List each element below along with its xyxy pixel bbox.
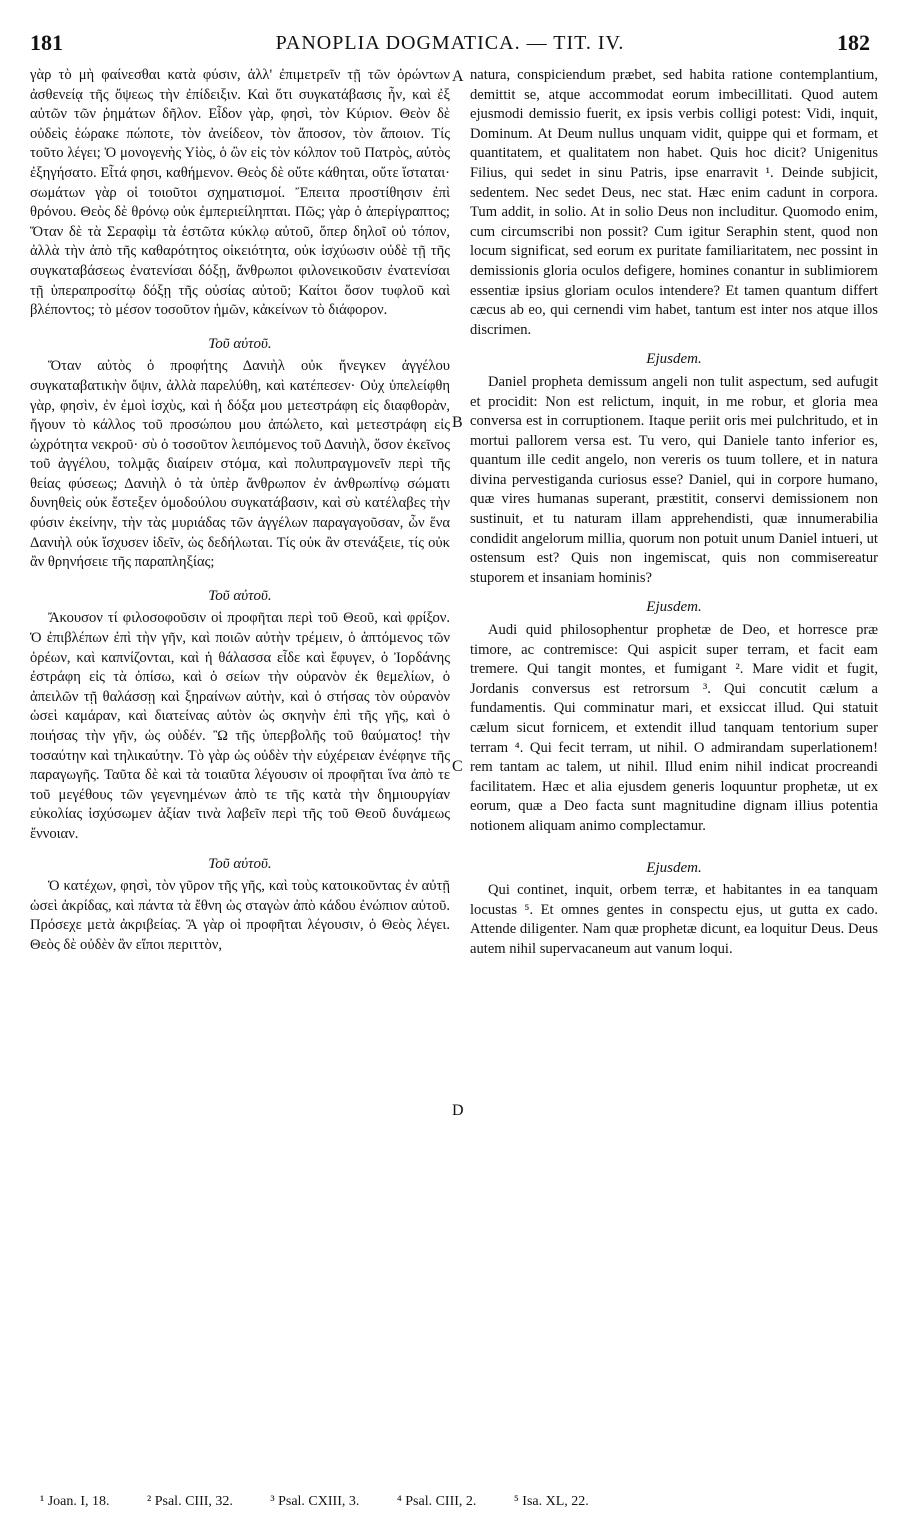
footnote-1: ¹ Joan. I, 18. (40, 1494, 110, 1509)
running-title: PANOPLIA DOGMATICA. — TIT. IV. (275, 32, 625, 54)
greek-section-text: Ἄκουσον τί φιλοσοφοῦσιν οἱ προφῆται περὶ τοῦ Θεοῦ, καὶ φρίξον. Ὁ ἐπιβλέπων ἐπὶ τὴν γῆν, καὶ ποιῶν αὐτὴν τρέμειν, ὁ ἁπτόμενος τῶν ὀρέων, καὶ καπνίζονται, καὶ ἡ θάλασσα εἶδε καὶ ἔφυγεν, ὁ Ἰορδάνης ἐστράφη εἰς τὰ ὀπίσω, καὶ ὁ σείων τὴν οὐρανὸν ἐκ θεμελίων, ὁ ἀπειλῶν τῇ θαλάσσῃ καὶ ξηραίνων αὐτὴν, καὶ ὁ στήσας τὸν οὐρανὸν ὡσεὶ καμάραν, καὶ διατείνας αὐτὸν ὡς σκηνὴν ἐπὶ τῆς γῆς, καὶ ὁ ποιήσας τὴν γῆν, ὡς οὐδέν. Ὢ τῆς ὑπερβολῆς τοῦ θαύματος! τὴν τοσαύτην καὶ τηλικαύτην. Τὸ γὰρ ὡς οὐδὲν τὴν εὐχέρειαν ἐνέφηνε τῆς παραγωγῆς. Ταῦτα δὲ καὶ τὰ τοιαῦτα λέγουσιν οἱ προφῆται ἵνα ἀπὸ τε τοῦ μεγέθους τῶν γεγενημένων ἀπὸ τε τῆς κατὰ τὴν δημιουργίαν εὐκολίας ἰσχύσωμεν ἀξίαν τινὰ λαβεῖν περὶ τῆς τοῦ Θεοῦ δυνάμεως ἔννοιαν. (30, 610, 450, 842)
latin-section-3 (470, 859, 878, 960)
latin-section-text: Audi quid philosophentur prophetæ de Deo, et horresce præ timore, ac contremisce: Qui aspicit super terram, et facit eam tremere. Qui tangit montes, et fumigant ². Mare vidit et fugit, Jordanis conversus est retrorsum ³. Qui concutit cælum a fundamentis. Qui comminatur mari, et exsiccat illud. Qui statuit cælum sicut fornicem, et extendit illud tanquam tentorium super terram ⁴. Qui fecit terram, ut nihil. O admirandam superlationem! rem tantam ac talem, ut nihil. Illud enim nihil indicat procreandi facilitatem. Hæc et alia ejusdem generis loquuntur prophetæ, ut ex eorum, quæ a Deo facta sunt magnitudine dignam illius potentia notionem aliquam animo complectamur. (470, 622, 878, 834)
footnote-5: ⁵ Isa. XL, 22. (513, 1494, 589, 1509)
margin-letter-a: A (452, 68, 464, 85)
greek-section-3 (30, 855, 450, 956)
footnote-4: ⁴ Psal. CIII, 2. (396, 1494, 477, 1509)
greek-section-heading: Τοῦ αὐτοῦ. (208, 587, 272, 604)
latin-section-1 (470, 350, 878, 588)
greek-section-text: Ὁ κατέχων, φησὶ, τὸν γῦρον τῆς γῆς, καὶ τοὺς κατοικοῦντας ἐν αὐτῇ ὡσεὶ ἀκρίδας, καὶ πάντα τὰ ἔθνη ὡς σταγὼν ἀπὸ κάδου ἐνώπιον αὐτοῦ. Πρόσεχε μετὰ ἀκριβείας. Ἃ γὰρ οἱ προφῆται λέγουσιν, ὁ Θεὸς λέγει. Θεὸς δὲ οὐδὲν ἂν εἴποι περιττὸν, (30, 878, 450, 953)
margin-letter-b: B (452, 414, 463, 431)
latin-section-heading: Ejusdem. (646, 351, 702, 368)
greek-column (30, 66, 450, 956)
greek-intro-paragraph: γὰρ τὸ μὴ φαίνεσθαι κατὰ φύσιν, ἀλλ' ἐπιμετρεῖν τῇ τῶν ὁρώντων ἀσθενείᾳ τῆς ὄψεως τὴν ἐπίδειξιν. Καὶ ὅτι συγκατάβασις ἦν, καὶ ἐξ αὐτῶν τῶν ῥημάτων δῆλον. Εἶδον γὰρ, φησὶ, τὸν Κύριον. Θεὸν δὲ οὐδεὶς ἑώρακε πώποτε, τὸν ἀνείδεον, τὸν ἄποσον, τὸν ἄποιον. Τίς τοῦτο λέγει; Ὁ μονογενὴς Υἱὸς, ὁ ὢν εἰς τὸν κόλπον τοῦ Πατρὸς, αὐτὸς ἐξηγήσατο. Εἶτά φησι, καθήμενον. Θεὸς δὲ οὔτε κάθηται, οὔτε ἵσταται· σωμάτων γὰρ οἱ τοιοῦτοι σχηματισμοί. Ἔπειτα προστίθησιν ἐπὶ θρόνου. Θεὸς δὲ θρόνῳ οὐκ ἐμπεριείληπται. Πῶς; γὰρ ὁ ἀπερίγραπτος; Ὅταν δὲ τὰ Σεραφὶμ τὰ ἑστῶτα κύκλῳ αὐτοῦ, ὅπερ δηλοῖ οὐ τόπον, ἀλλὰ τὴν ἀπὸ τῆς καθαρότητος οἰκειότητα, οὐκ ἰσχύωσιν οὐδὲ τῇ τῆς συγκαταβάσεως ἐνατενίσαι δόξῃ, ἄνθρωποι φιλονεικοῦσιν ἐνατενίσαι τῇ ὑπεραπροσίτῳ δόξῃ τῆς οὐσίας αὐτοῦ; Καίτοι ὅσον τυφλοῦ καὶ βλέποντος; τὸ μέσον τοσοῦτον ἡμῶν, κἀκείνων τὸ διάφορον. (30, 67, 450, 319)
greek-section-heading: Τοῦ αὐτοῦ. (208, 855, 272, 872)
latin-section-text: Qui continet, inquit, orbem terræ, et habitantes in ea tanquam locustas ⁵. Et omnes gentes in conspectu ejus, ut gutta ex cado. Attende diligenter. Nam quæ prophetæ dicunt, ea loquitur Deus. Deus autem nihil supervacaneum aut vanum loqui. (470, 882, 878, 957)
footnotes (40, 1494, 880, 1510)
greek-section-2 (30, 587, 450, 845)
page-number-right: 182 (837, 30, 870, 55)
latin-column (470, 66, 878, 960)
greek-section-text: Ὅταν αὐτὸς ὁ προφήτης Δανιὴλ οὐκ ἤνεγκεν ἀγγέλου συγκαταβατικὴν ὄψιν, ἀλλὰ παρελύθη, καὶ κατέπεσεν· Οὐχ ὑπελείφθη γὰρ, φησὶν, ἐν ἐμοὶ ἰσχὺς, καὶ ἡ δόξα μου μετεστράφη εἰς διαφθορὰν, ἤγουν τὸ κάλλος τοῦ προσώπου μου ἀπώλετο, καὶ μετεστράφη εἰς ὠχρότητα νεκροῦ· σὺ ὁ τοσοῦτον λειπόμενος τοῦ Δανιὴλ, ὅσον ἐκεῖνος τοῦ ἀγγέλου, τολμᾷς διαίρειν στόμα, καὶ πολυπραγμονεῖν περὶ τῆς θείας φύσεως; Δανιὴλ ὁ τὰ ὑπὲρ ἄνθρωπον ἐν ἀνθρωπίνῳ σώματι δυνηθεὶς οὐκ ἔστεξεν ὁμοδούλου συγκατάβασιν, καὶ σὺ κατέλαβες τὴν φύσιν ἐκείνην, τὴν τὰς μυριάδας τῶν ἀγγέλων παραγαγοῦσαν, ὧν ἕνα Δανιὴλ οὐκ ἴσχυσεν ἰδεῖν, ὡς δεδήλωται. Τίς οὐκ ἂν στενάξειε, τίς οὐκ ἂν θρηνήσειε τῆς παραπληξίας; (30, 358, 450, 571)
footnote-2: ² Psal. CIII, 32. (147, 1494, 233, 1509)
footnote-3: ³ Psal. CXIII, 3. (270, 1494, 360, 1509)
margin-letter-d: D (452, 1102, 464, 1119)
latin-section-heading: Ejusdem. (646, 599, 702, 616)
latin-section-2 (470, 598, 878, 836)
latin-section-text: Daniel propheta demissum angeli non tulit aspectum, sed aufugit et procidit: Non est relictum, inquit, in me robur, et gloria mea conversa est in corruptionem. Itaque periit oris mei pulchritudo, et in mortui pallorem versa est. Tu vero, qui Daniele tanto inferior es, quantum ille cedit angelo, non vereris os tuum tollere, et in natura divina pervestiganda curiosus esse? Daniel, qui in corpore humano, quæ vires humanas superant, præstitit, conservi demissionem non sustinuit, et tu naturam illam apprehendisti, quæ innumerabilia condidit angelorum millia, quorum non potuit unum Daniel intueri, ut ostensum est? Quis non ingemiscat, quis non commisereatur stuporem et insaniam hominis? (470, 373, 878, 586)
latin-intro-paragraph: natura, conspiciendum præbet, sed habita ratione contemplantium, demittit se, atque accommodat eorum imbecillitati. Quod autem ejusmodi demissio fuerit, ex ipsis verbis colligi potest: Vidi, inquit, Dominum. At Deum nullus unquam vidit, quippe qui et formam, et quantitatem, et qualitatem non habet. Quis hoc dicit? Unigenitus Filius, qui sedet in sinu Patris, ipse enarravit ¹. Deinde subjicit, sedentem. Nec sedet Deus, nec stat. Hæc enim cadunt in corpora. Tum addit, in solio. At in solio Deus non includitur. Quomodo enim, cum circumscribi non possit? Cum igitur Seraphin stent, quod non locum significat, sed eorum ex puritate familiaritatem, nec possint in demissionis gloria oculos defigere, homines conantur in sublimiorem essentiæ ipsius gloriam oculos intendere? Et tamen quantum differt cæcus ab eo, qui cernendi vim habet, tantum est inter nos atque illos discrimen. (470, 67, 878, 338)
greek-section-heading: Τοῦ αὐτοῦ. (208, 335, 272, 352)
margin-letters (448, 0, 472, 1480)
page-number-left: 181 (30, 30, 63, 55)
greek-section-1 (30, 335, 450, 573)
latin-section-heading: Ejusdem. (646, 859, 702, 876)
margin-letter-c: C (452, 758, 463, 775)
